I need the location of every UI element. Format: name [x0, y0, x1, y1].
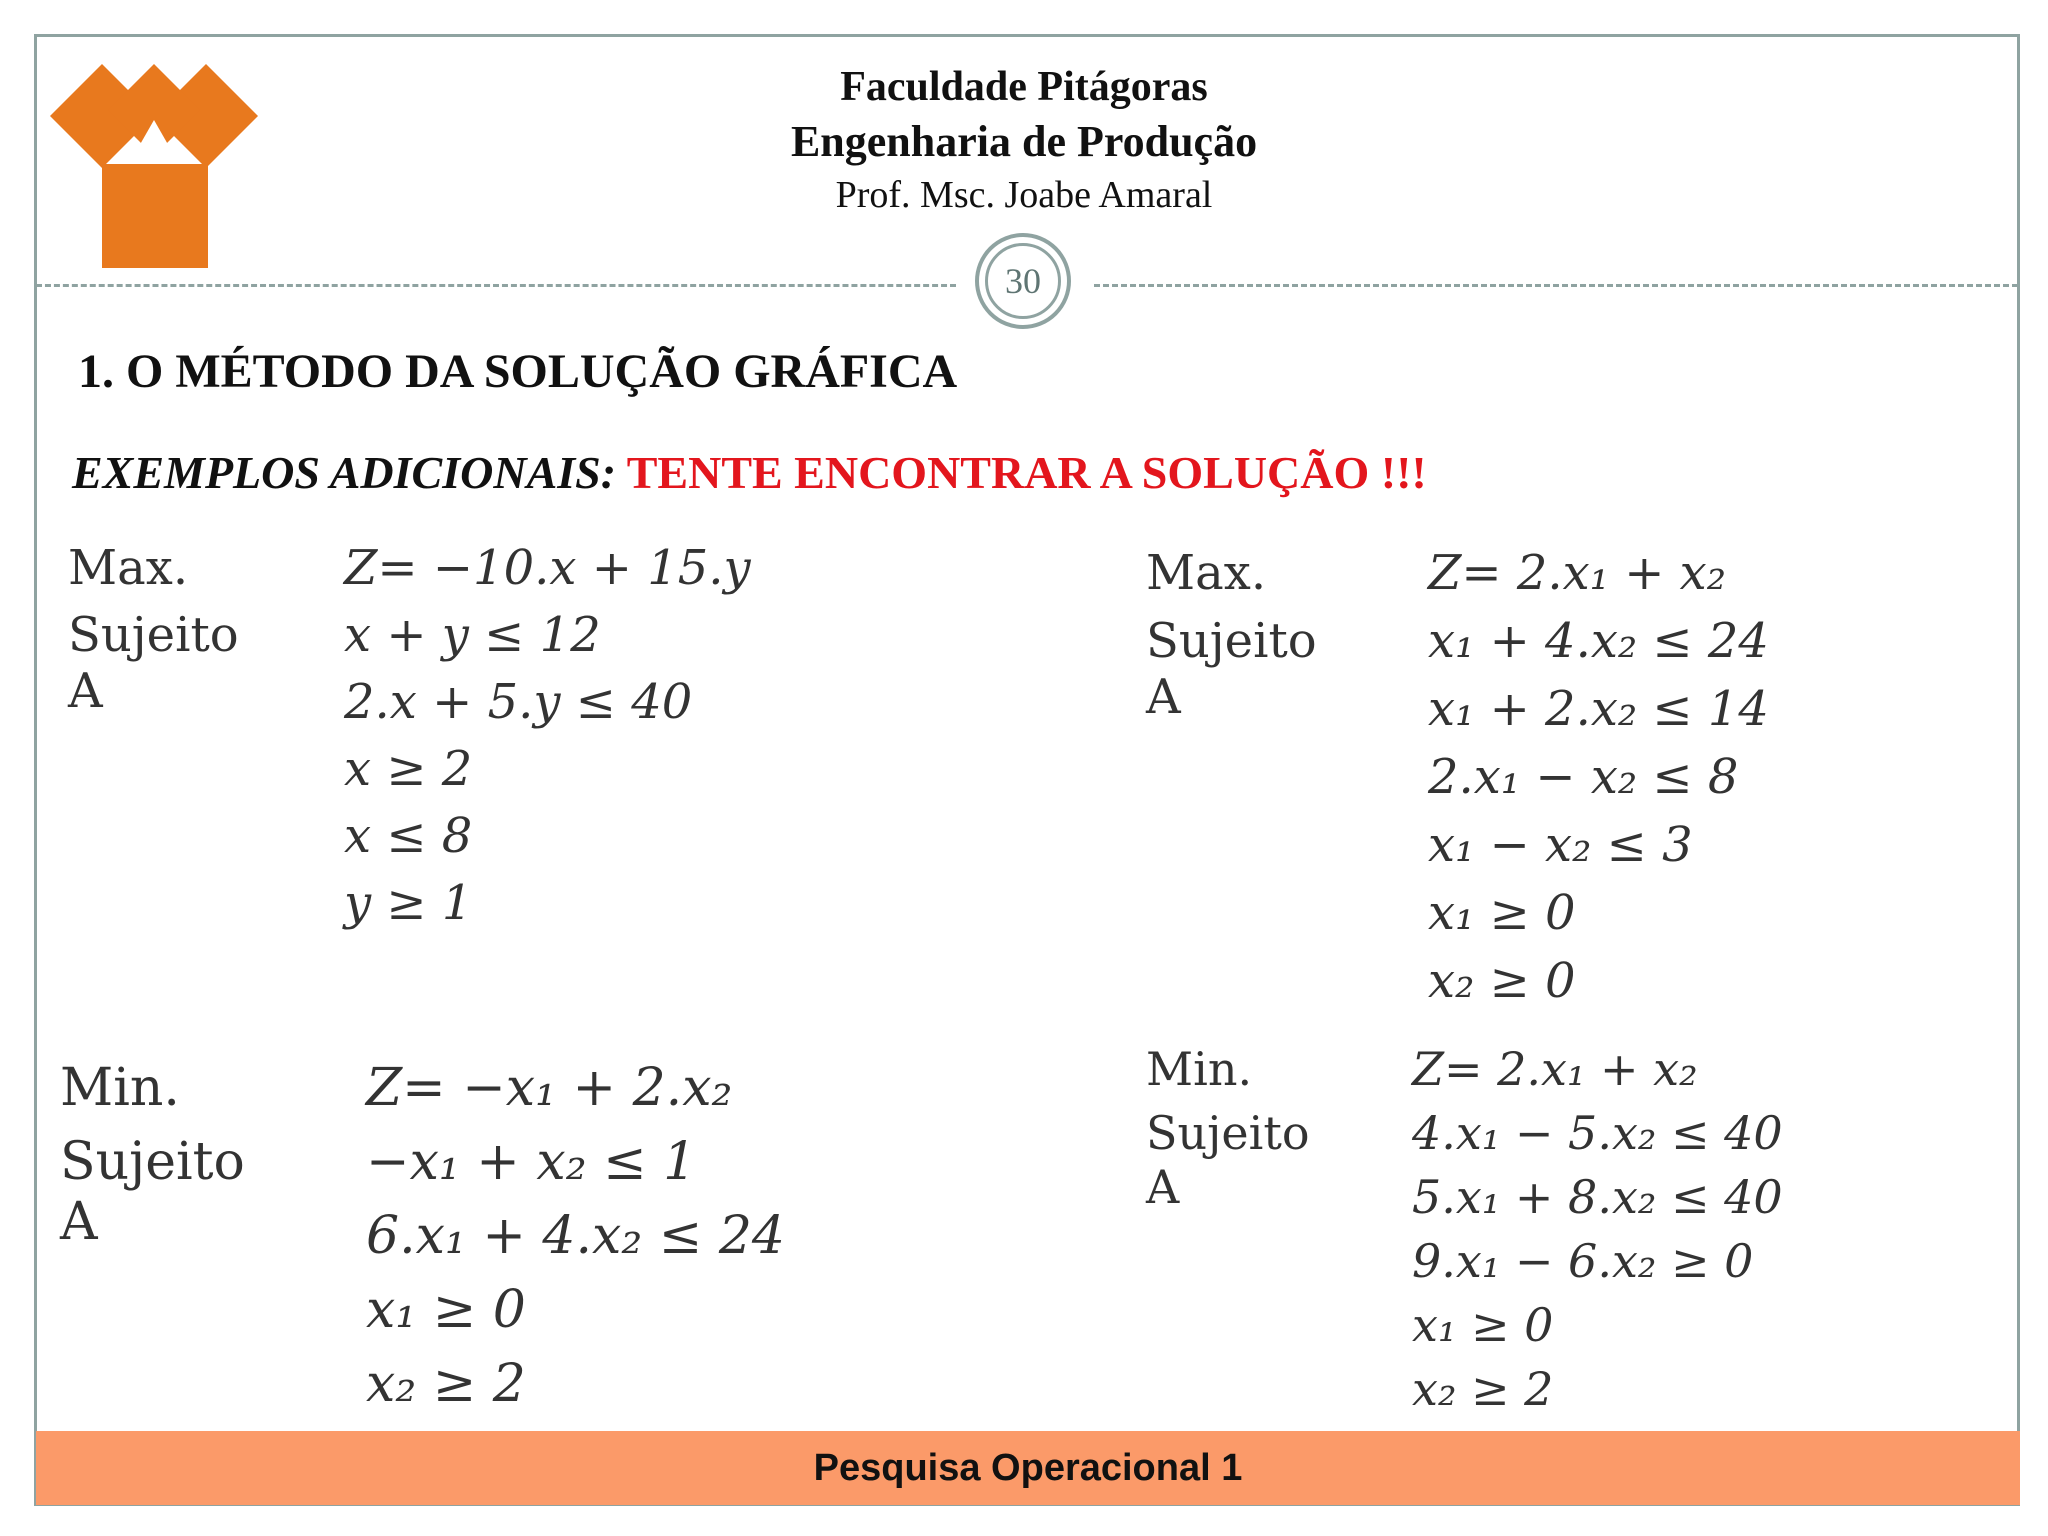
constraint: 9.x₁ − 6.x₂ ≥ 0 [1412, 1234, 1754, 1288]
section-title: 1. O MÉTODO DA SOLUÇÃO GRÁFICA [78, 345, 958, 398]
constraint: x₂ ≥ 2 [1412, 1362, 1554, 1416]
constraint: x₁ ≥ 0 [366, 1280, 526, 1340]
constraint: 4.x₁ − 5.x₂ ≤ 40 [1412, 1106, 1783, 1160]
objective-function: Z= 2.x₁ + x₂ [1428, 545, 1726, 601]
constraint: 6.x₁ + 4.x₂ ≤ 24 [366, 1206, 785, 1266]
constraint: 2.x₁ − x₂ ≤ 8 [1428, 749, 1739, 805]
slide-header [640, 60, 1408, 220]
logo-square [102, 164, 208, 268]
page-number-badge [975, 233, 1071, 329]
constraint: x₂ ≥ 0 [1428, 953, 1576, 1009]
constraint-label: Sujeito A [60, 1132, 245, 1252]
footer-bar [36, 1431, 2020, 1505]
constraint: x₁ + 4.x₂ ≤ 24 [1428, 613, 1769, 669]
objective-function: Z= −x₁ + 2.x₂ [366, 1058, 733, 1118]
constraint: y ≥ 1 [344, 875, 473, 931]
page-number: 30 [985, 243, 1061, 319]
constraint: x ≥ 2 [344, 741, 473, 797]
professor-name: Prof. Msc. Joabe Amaral [835, 174, 1213, 216]
institution-logo [50, 58, 262, 268]
constraint: 5.x₁ + 8.x₂ ≤ 40 [1412, 1170, 1783, 1224]
constraint-label: Sujeito A [1146, 1106, 1310, 1214]
objective-label: Min. [1146, 1042, 1253, 1096]
subtitle-label: EXEMPLOS ADICIONAIS: [72, 447, 617, 498]
constraint-label: Sujeito A [1146, 613, 1317, 725]
constraint: 2.x + 5.y ≤ 40 [344, 674, 693, 730]
subtitle [72, 446, 1427, 499]
constraint: x₂ ≥ 2 [366, 1354, 526, 1414]
header-divider-right [1094, 284, 2018, 287]
institution-name: Faculdade Pitágoras [840, 64, 1208, 110]
objective-label: Max. [68, 540, 189, 596]
objective-label: Min. [60, 1058, 180, 1118]
course-name: Engenharia de Produção [790, 117, 1258, 166]
constraint: x₁ + 2.x₂ ≤ 14 [1428, 681, 1769, 737]
objective-function: Z= 2.x₁ + x₂ [1412, 1042, 1698, 1096]
constraint: x₁ ≥ 0 [1412, 1298, 1554, 1352]
subtitle-callout: TENTE ENCONTRAR A SOLUÇÃO !!! [626, 447, 1427, 498]
footer-title: Pesquisa Operacional 1 [813, 1447, 1243, 1489]
constraint-label: Sujeito A [68, 607, 239, 719]
constraint: x + y ≤ 12 [344, 607, 601, 663]
constraint: x₁ − x₂ ≤ 3 [1428, 817, 1693, 873]
constraint: x ≤ 8 [344, 808, 473, 864]
objective-function: Z= −10.x + 15.y [344, 540, 751, 596]
constraint: −x₁ + x₂ ≤ 1 [366, 1132, 697, 1192]
constraint: x₁ ≥ 0 [1428, 885, 1576, 941]
header-divider-left [36, 284, 956, 287]
objective-label: Max. [1146, 545, 1267, 601]
